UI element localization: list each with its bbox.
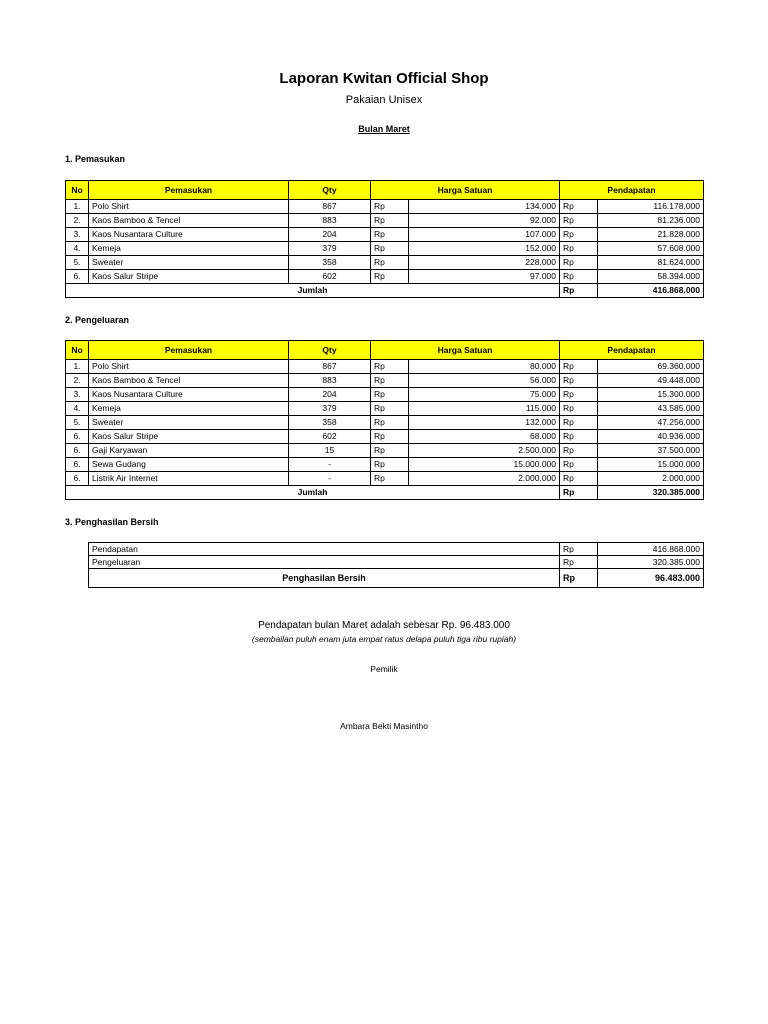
- quantity: 883: [289, 374, 371, 388]
- item-name: Kaos Salur Stripe: [89, 270, 289, 284]
- line-total: 2.000.000: [598, 472, 704, 486]
- report-subtitle: Pakaian Unisex: [345, 94, 423, 106]
- unit-price: 2.000.000: [409, 472, 560, 486]
- net-table: [88, 542, 704, 588]
- item-name: Sweater: [89, 416, 289, 430]
- item-name: Kaos Salur Stripe: [89, 430, 289, 444]
- expense-row: [66, 360, 704, 374]
- net-total-row: [89, 569, 704, 588]
- unit-price: 132.000: [409, 416, 560, 430]
- net-revenue-value: 416.868.000: [598, 543, 704, 556]
- net-expense-row: [89, 556, 704, 569]
- line-total: 21.828.000: [598, 228, 704, 242]
- expense-row: [66, 416, 704, 430]
- item-name: Kaos Nusantara Culture: [89, 228, 289, 242]
- line-total: 15.000.000: [598, 458, 704, 472]
- unit-price: 15.000.000: [409, 458, 560, 472]
- net-expense-label: Pengeluaran: [89, 556, 560, 569]
- expense-sum-value: 320.385.000: [598, 486, 704, 500]
- net-expense-currency: Rp: [560, 556, 598, 569]
- col-qty: Qty: [289, 181, 371, 200]
- quantity: 204: [289, 228, 371, 242]
- quantity: -: [289, 472, 371, 486]
- row-number: 1.: [66, 200, 89, 214]
- net-heading: 3. Penghasilan Bersih: [65, 517, 159, 527]
- line-total: 69.360.000: [598, 360, 704, 374]
- quantity: 867: [289, 360, 371, 374]
- price-currency: Rp: [371, 374, 409, 388]
- expense-row: [66, 458, 704, 472]
- price-currency: Rp: [371, 444, 409, 458]
- row-number: 5.: [66, 256, 89, 270]
- expense-row: [66, 388, 704, 402]
- unit-price: 80.000: [409, 360, 560, 374]
- unit-price: 115.000: [409, 402, 560, 416]
- price-currency: Rp: [371, 200, 409, 214]
- expense-sum-label: Jumlah: [66, 486, 560, 500]
- line-total: 58.394.000: [598, 270, 704, 284]
- col-item: Pemasukan: [89, 181, 289, 200]
- row-number: 6.: [66, 472, 89, 486]
- expense-row: [66, 374, 704, 388]
- item-name: Listrik Air Internet: [89, 472, 289, 486]
- income-table: [65, 180, 704, 298]
- row-number: 6.: [66, 458, 89, 472]
- line-total: 116.178.000: [598, 200, 704, 214]
- quantity: -: [289, 458, 371, 472]
- income-sum-value: 416.868.000: [598, 284, 704, 298]
- report-month: Bulan Maret: [358, 124, 410, 134]
- row-number: 6.: [66, 444, 89, 458]
- income-row: [66, 270, 704, 284]
- quantity: 204: [289, 388, 371, 402]
- income-row: [66, 242, 704, 256]
- owner-label: Pemilik: [370, 664, 398, 674]
- total-currency: Rp: [560, 458, 598, 472]
- row-number: 5.: [66, 416, 89, 430]
- row-number: 1.: [66, 360, 89, 374]
- total-currency: Rp: [560, 444, 598, 458]
- row-number: 2.: [66, 214, 89, 228]
- income-heading: 1. Pemasukan: [65, 154, 126, 164]
- row-number: 6.: [66, 430, 89, 444]
- income-sum-label: Jumlah: [66, 284, 560, 298]
- unit-price: 97.000: [409, 270, 560, 284]
- item-name: Gaji Karyawan: [89, 444, 289, 458]
- price-currency: Rp: [371, 402, 409, 416]
- total-currency: Rp: [560, 388, 598, 402]
- income-statement: Pendapatan bulan Maret adalah sebesar Rp. 96.483.000: [258, 620, 510, 631]
- total-currency: Rp: [560, 402, 598, 416]
- quantity: 602: [289, 430, 371, 444]
- unit-price: 56.000: [409, 374, 560, 388]
- expense-sum-row: [66, 486, 704, 500]
- col-no: No: [66, 341, 89, 360]
- report-title: Laporan Kwitan Official Shop: [279, 70, 489, 87]
- net-total-label: Penghasilan Bersih: [89, 569, 560, 588]
- price-currency: Rp: [371, 270, 409, 284]
- col-unit-price: Harga Satuan: [371, 341, 560, 360]
- unit-price: 107.000: [409, 228, 560, 242]
- col-no: No: [66, 181, 89, 200]
- net-revenue-row: [89, 543, 704, 556]
- income-row: [66, 200, 704, 214]
- price-currency: Rp: [371, 430, 409, 444]
- line-total: 40.936.000: [598, 430, 704, 444]
- quantity: 358: [289, 256, 371, 270]
- expense-row: [66, 430, 704, 444]
- price-currency: Rp: [371, 360, 409, 374]
- unit-price: 75.000: [409, 388, 560, 402]
- net-total-value: 96.483.000: [598, 569, 704, 588]
- net-revenue-label: Pendapatan: [89, 543, 560, 556]
- total-currency: Rp: [560, 200, 598, 214]
- quantity: 358: [289, 416, 371, 430]
- unit-price: 134.000: [409, 200, 560, 214]
- price-currency: Rp: [371, 472, 409, 486]
- net-revenue-currency: Rp: [560, 543, 598, 556]
- quantity: 379: [289, 402, 371, 416]
- price-currency: Rp: [371, 388, 409, 402]
- expense-heading: 2. Pengeluaran: [65, 315, 130, 325]
- price-currency: Rp: [371, 256, 409, 270]
- total-currency: Rp: [560, 360, 598, 374]
- item-name: Kaos Bamboo & Tencel: [89, 374, 289, 388]
- item-name: Sweater: [89, 256, 289, 270]
- col-qty: Qty: [289, 341, 371, 360]
- line-total: 37.500.000: [598, 444, 704, 458]
- total-currency: Rp: [560, 270, 598, 284]
- unit-price: 152.000: [409, 242, 560, 256]
- line-total: 15.300.000: [598, 388, 704, 402]
- owner-name: Ambara Bekti Masintho: [340, 721, 428, 731]
- unit-price: 2.500.000: [409, 444, 560, 458]
- unit-price: 228.000: [409, 256, 560, 270]
- col-revenue: Pendapatan: [560, 341, 704, 360]
- quantity: 883: [289, 214, 371, 228]
- income-header-row: [66, 181, 704, 200]
- item-name: Kemeja: [89, 242, 289, 256]
- quantity: 867: [289, 200, 371, 214]
- income-sum-row: [66, 284, 704, 298]
- expense-row: [66, 402, 704, 416]
- item-name: Polo Shirt: [89, 200, 289, 214]
- line-total: 57.608.000: [598, 242, 704, 256]
- quantity: 379: [289, 242, 371, 256]
- line-total: 49.448.000: [598, 374, 704, 388]
- line-total: 43.585.000: [598, 402, 704, 416]
- price-currency: Rp: [371, 242, 409, 256]
- income-sum-currency: Rp: [560, 284, 598, 298]
- total-currency: Rp: [560, 472, 598, 486]
- line-total: 81.236.000: [598, 214, 704, 228]
- total-currency: Rp: [560, 214, 598, 228]
- total-currency: Rp: [560, 430, 598, 444]
- row-number: 4.: [66, 242, 89, 256]
- income-row: [66, 214, 704, 228]
- row-number: 4.: [66, 402, 89, 416]
- item-name: Kemeja: [89, 402, 289, 416]
- total-currency: Rp: [560, 242, 598, 256]
- income-row: [66, 256, 704, 270]
- col-item: Pemasukan: [89, 341, 289, 360]
- row-number: 3.: [66, 388, 89, 402]
- quantity: 602: [289, 270, 371, 284]
- unit-price: 92.000: [409, 214, 560, 228]
- item-name: Kaos Bamboo & Tencel: [89, 214, 289, 228]
- item-name: Polo Shirt: [89, 360, 289, 374]
- col-revenue: Pendapatan: [560, 181, 704, 200]
- row-number: 6.: [66, 270, 89, 284]
- quantity: 15: [289, 444, 371, 458]
- amount-in-words: (sembailan puluh enam juta empat ratus delapa puluh tiga ribu rupiah): [251, 634, 517, 644]
- row-number: 3.: [66, 228, 89, 242]
- expense-row: [66, 444, 704, 458]
- total-currency: Rp: [560, 416, 598, 430]
- col-unit-price: Harga Satuan: [371, 181, 560, 200]
- price-currency: Rp: [371, 458, 409, 472]
- total-currency: Rp: [560, 228, 598, 242]
- item-name: Sewa Gudang: [89, 458, 289, 472]
- income-row: [66, 228, 704, 242]
- expense-header-row: [66, 341, 704, 360]
- expense-sum-currency: Rp: [560, 486, 598, 500]
- price-currency: Rp: [371, 214, 409, 228]
- price-currency: Rp: [371, 228, 409, 242]
- item-name: Kaos Nusantara Culture: [89, 388, 289, 402]
- expense-table: [65, 340, 704, 500]
- expense-row: [66, 472, 704, 486]
- net-total-currency: Rp: [560, 569, 598, 588]
- net-expense-value: 320.385.000: [598, 556, 704, 569]
- unit-price: 68.000: [409, 430, 560, 444]
- total-currency: Rp: [560, 374, 598, 388]
- row-number: 2.: [66, 374, 89, 388]
- total-currency: Rp: [560, 256, 598, 270]
- line-total: 81.624.000: [598, 256, 704, 270]
- price-currency: Rp: [371, 416, 409, 430]
- line-total: 47.256.000: [598, 416, 704, 430]
